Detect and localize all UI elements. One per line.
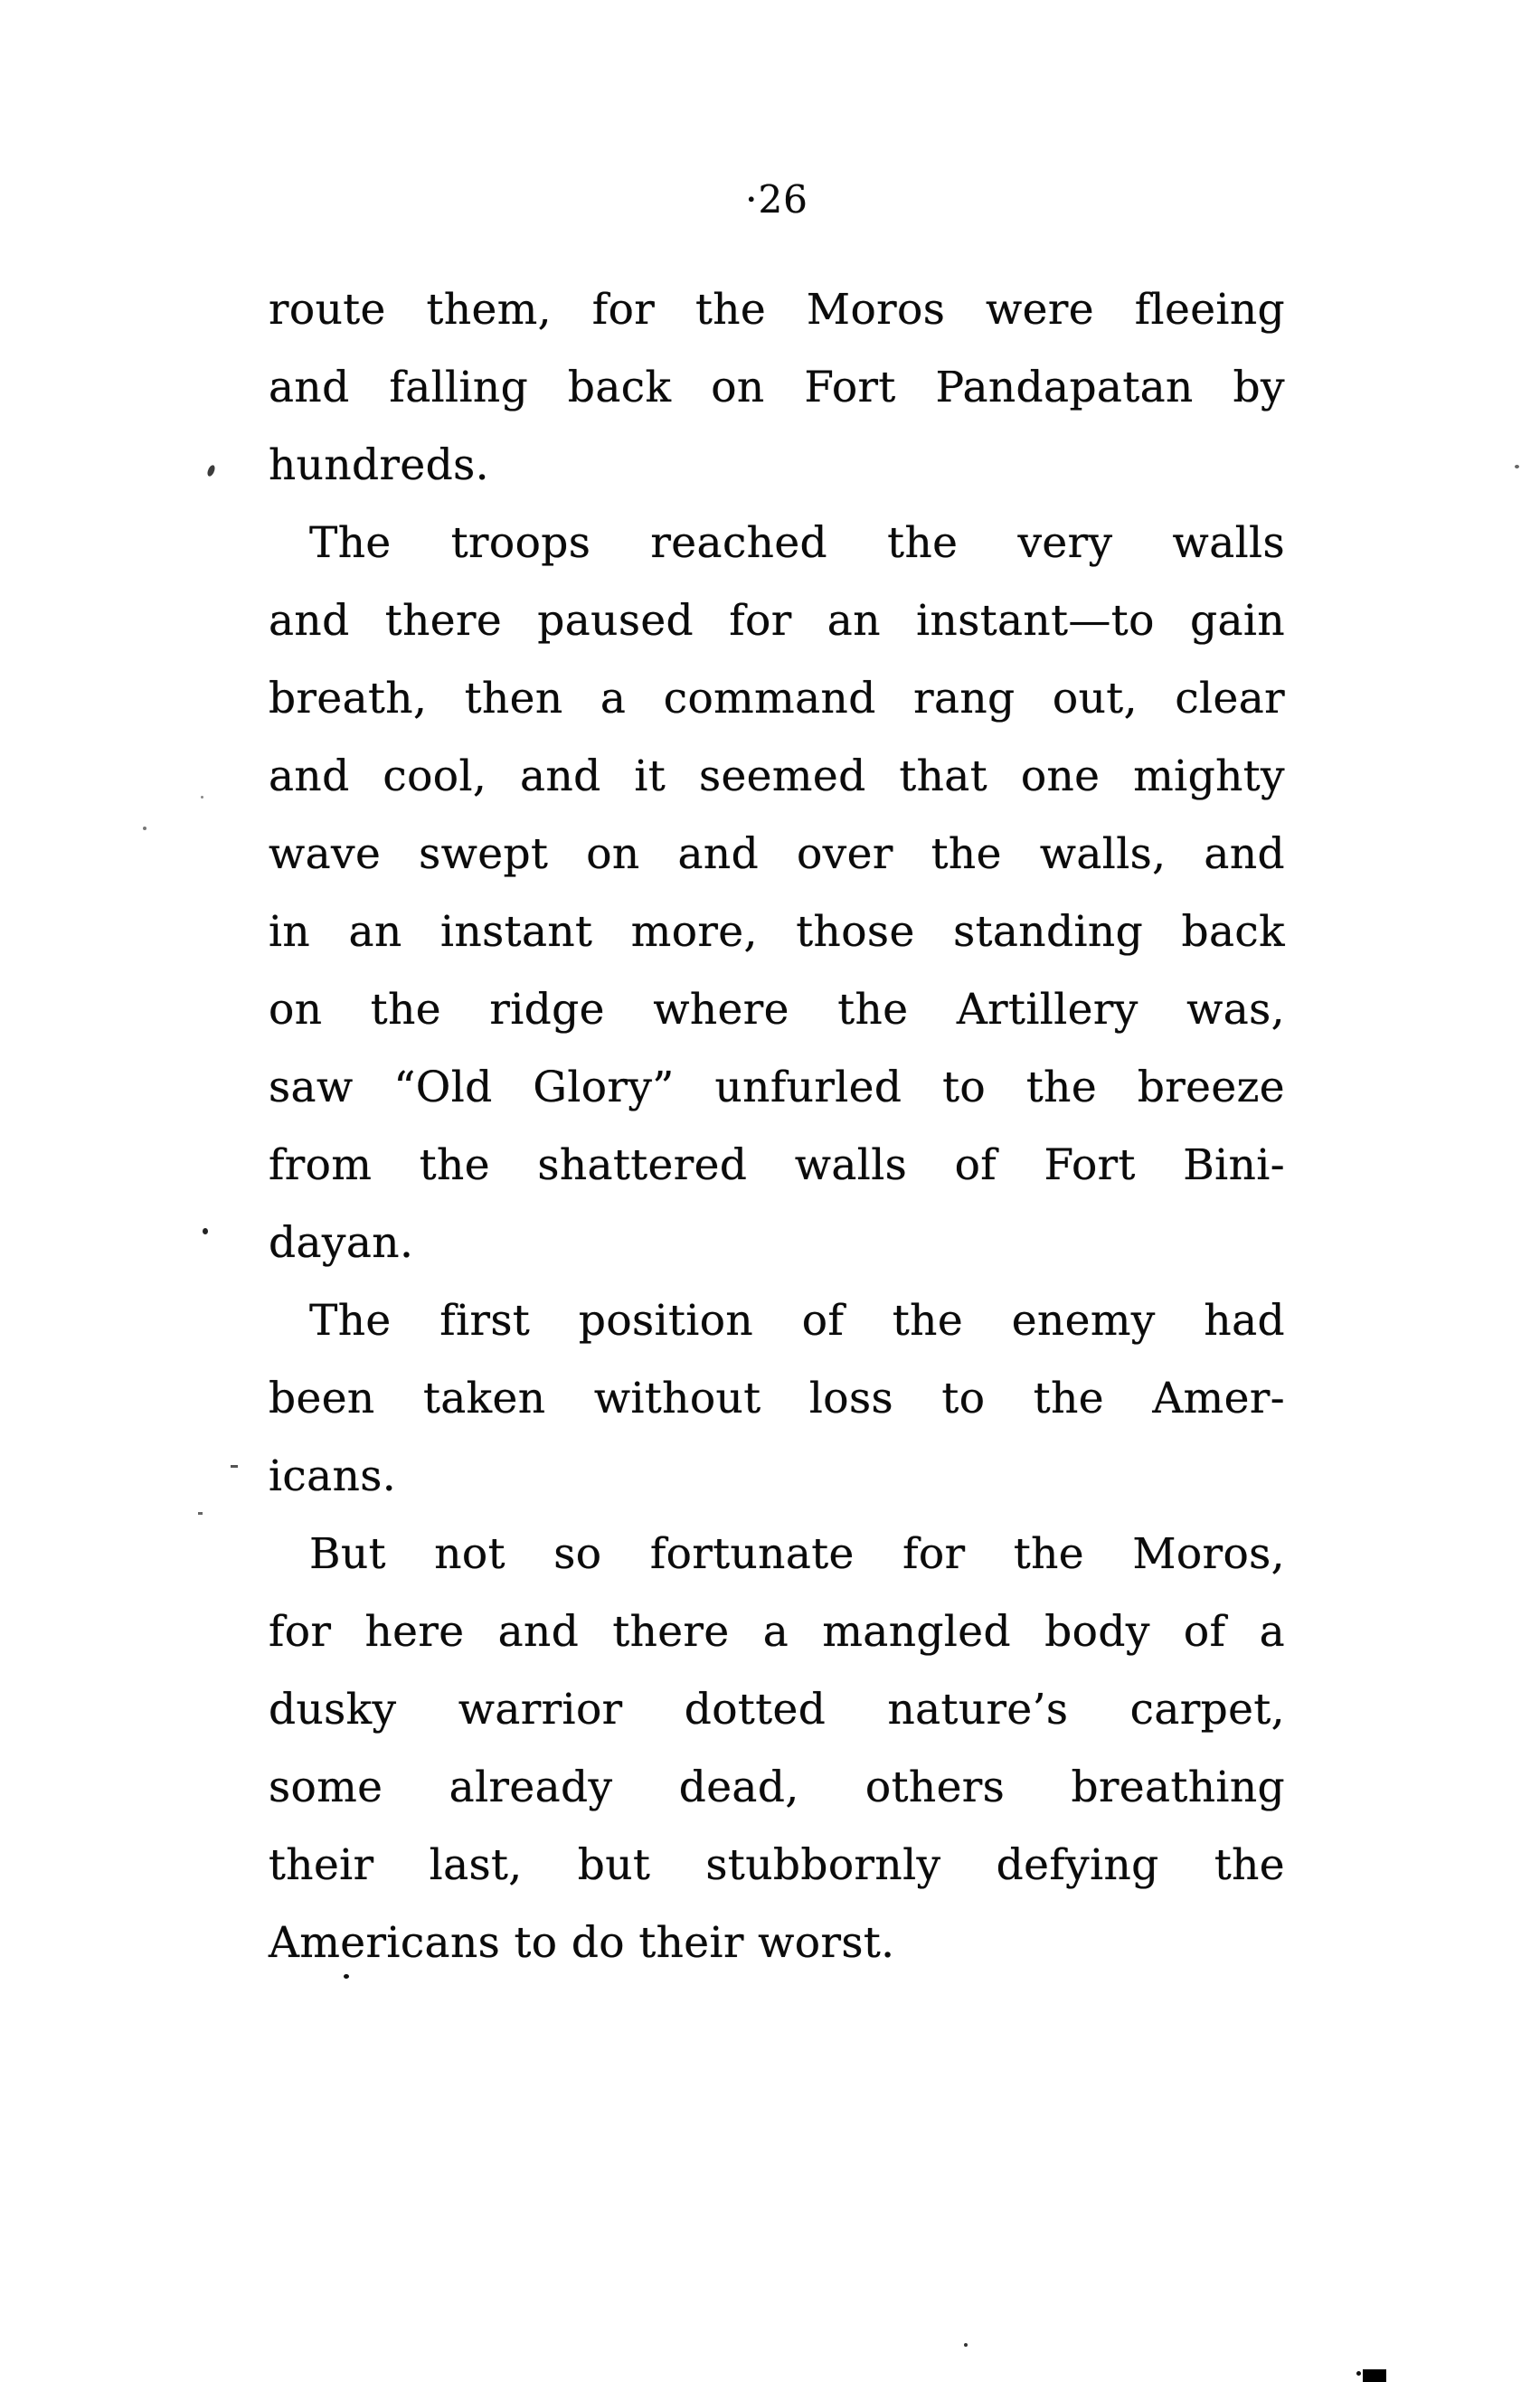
ink-speck (1515, 465, 1519, 468)
text-line: But not so fortunate for the Moros, (309, 1529, 1285, 1579)
text-block (269, 271, 1285, 1982)
ink-speck (203, 1228, 208, 1234)
ink-speck (344, 1974, 349, 1979)
text-line: and there paused for an instant—to gain (269, 596, 1285, 646)
text-line: their last, but stubbornly defying the (269, 1840, 1285, 1890)
ink-speck (1363, 2369, 1386, 2382)
text-line: Americans to do their worst. (269, 1918, 895, 1968)
ink-speck (231, 1465, 238, 1468)
ink-speck (206, 464, 215, 477)
text-line: The first position of the enemy had (309, 1296, 1285, 1346)
text-line: and cool, and it seemed that one mighty (269, 751, 1285, 801)
paragraph (269, 1516, 1285, 1982)
text-line: some already dead, others breathing (269, 1763, 1285, 1812)
text-line: for here and there a mangled body of a (269, 1607, 1285, 1657)
text-line: icans. (269, 1451, 397, 1501)
text-line: saw “Old Glory” unfurled to the breeze (269, 1063, 1285, 1112)
ink-speck (1356, 2371, 1361, 2376)
text-line: on the ridge where the Artillery was, (269, 985, 1285, 1035)
ink-speck (198, 1512, 203, 1515)
paragraph (269, 271, 1285, 505)
paragraph (269, 505, 1285, 1282)
text-line: breath, then a command rang out, clear (269, 674, 1285, 723)
text-line: The troops reached the very walls (309, 518, 1285, 568)
text-line: and falling back on Fort Pandapatan by (269, 363, 1285, 412)
ink-speck (143, 827, 146, 830)
text-line: from the shattered walls of Fort Bini- (269, 1140, 1285, 1190)
page-number: ·26 (745, 177, 808, 222)
ink-speck (964, 2343, 968, 2347)
text-line: dayan. (269, 1218, 414, 1268)
paragraph (269, 1282, 1285, 1516)
text-line: hundreds. (269, 440, 489, 490)
text-line: wave swept on and over the walls, and (269, 829, 1285, 879)
text-line: in an instant more, those standing back (269, 907, 1285, 957)
ink-speck (201, 796, 203, 799)
text-line: route them, for the Moros were fleeing (269, 285, 1285, 335)
text-line: dusky warrior dotted nature’s carpet, (269, 1685, 1285, 1735)
text-line: been taken without loss to the Amer- (269, 1374, 1285, 1423)
